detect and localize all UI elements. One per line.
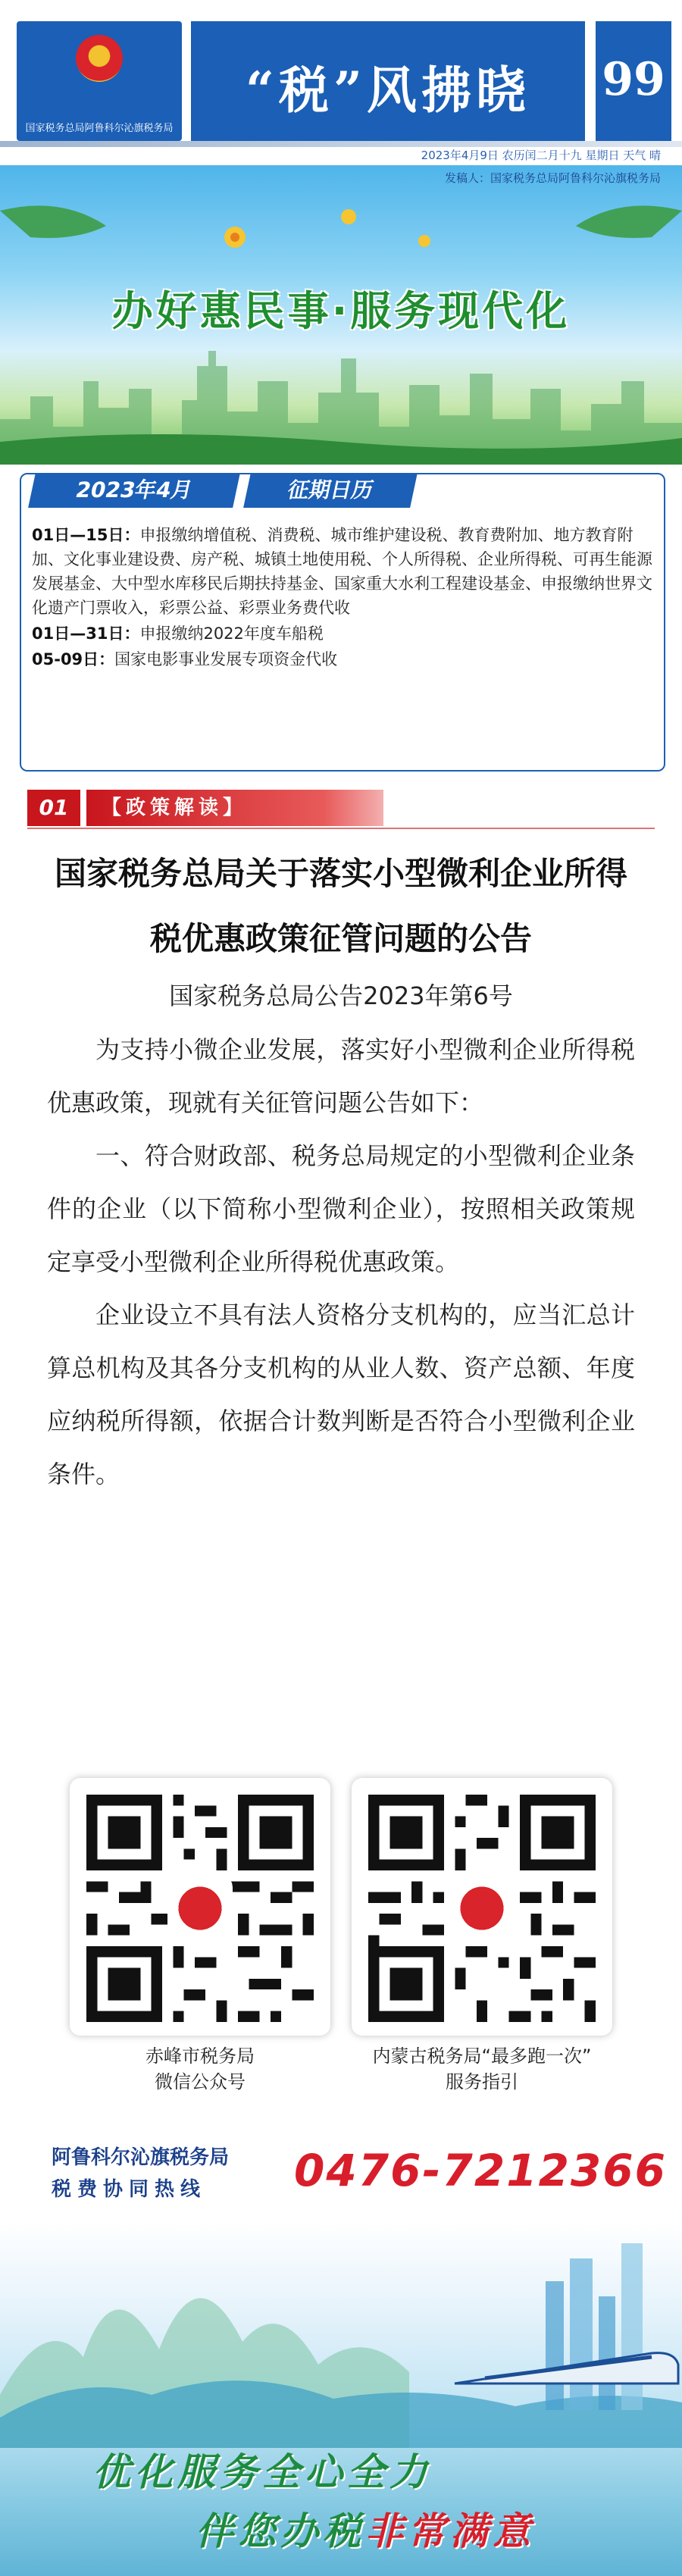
- hotline-number[interactable]: 0476-7212366: [294, 2145, 667, 2196]
- article-title: 国家税务总局关于落实小型微利企业所得税优惠政策征管问题的公告: [54, 855, 627, 957]
- publisher-line: 发稿人：国家税务总局阿鲁科尔沁旗税务局: [444, 171, 661, 185]
- qr-card-chifeng[interactable]: [70, 1778, 330, 2092]
- qr-codes: [70, 1778, 612, 2111]
- section-number: 01: [27, 790, 80, 826]
- calendar-title: 征期日历: [243, 473, 418, 508]
- banner-title: 办好惠民事·服务现代化: [111, 287, 571, 335]
- hotline-label: 税费协同热线: [52, 2178, 207, 2201]
- calendar-item: 01日—15日：申报缴纳增值税、消费税、城市维护建设税、教育费附加、地方教育附加、文化事业建设费、房产税、城镇土地使用税、个人所得税、企业所得税、可再生能源发展基金、大中型水库移民后期扶持基金、国家重大水利工程建设基金、申报缴纳世界文化遗产门票收入，彩票公益、彩票业务费代收: [32, 526, 652, 617]
- hotline-org: 阿鲁科尔沁旗税务局: [52, 2146, 230, 2169]
- section-divider: [27, 828, 655, 829]
- calendar-item: 05-09日：国家电影事业发展专项资金代收: [32, 650, 338, 668]
- article-paragraph: 一、符合财政部、税务总局规定的小型微利企业条件的企业（以下简称小型微利企业），按照相关政策规定享受小型微利企业所得税优惠政策。: [47, 1141, 635, 1276]
- date-line: 2023年4月9日 农历闰二月十九 星期日 天气 晴: [421, 149, 661, 162]
- qr-caption: 赤峰市税务局 微信公众号: [145, 2045, 255, 2092]
- article: [47, 841, 635, 1501]
- calendar-item: 01日—31日：申报缴纳2022年度车船税: [32, 624, 324, 643]
- footer-slogan-2: 伴您办税非常满意: [196, 2509, 535, 2553]
- footer-banner: [0, 2221, 682, 2576]
- mountains-train-icon: [0, 2221, 682, 2448]
- section-header: [27, 790, 383, 826]
- article-paragraph: 为支持小微企业发展，落实好小型微利企业所得税优惠政策，现就有关征管问题公告如下：: [47, 1035, 635, 1117]
- calendar-items: [32, 523, 653, 673]
- tax-bureau-logo: [17, 21, 182, 141]
- header-divider: [0, 141, 682, 147]
- banner: [0, 165, 682, 465]
- qr-code-icon: [86, 1795, 314, 2022]
- issue-number: 99: [602, 53, 665, 106]
- newsletter-title: “税”风拂晓: [246, 61, 530, 120]
- footer-slogan-1: 优化服务全心全力: [92, 2450, 432, 2494]
- qr-caption: 内蒙古税务局“最多跑一次” 服务指引: [372, 2045, 592, 2092]
- article-subtitle: 国家税务总局公告2023年第6号: [169, 981, 513, 1010]
- city-skyline-icon: [0, 336, 682, 465]
- national-emblem-icon: [76, 35, 123, 82]
- tax-calendar: [20, 473, 665, 772]
- issue-panel: [596, 21, 671, 141]
- masthead: [0, 0, 682, 163]
- qr-card-neimenggu[interactable]: [352, 1778, 612, 2092]
- section-label: 【政策解读】: [86, 790, 383, 826]
- sun-flower-icon: [0, 196, 682, 286]
- calendar-month: 2023年4月: [28, 473, 240, 508]
- title-panel: [191, 21, 585, 141]
- qr-code-icon: [368, 1795, 596, 2022]
- logo-org-name: 国家税务总局阿鲁科尔沁旗税务局: [25, 123, 174, 134]
- article-paragraph: 企业设立不具有法人资格分支机构的，应当汇总计算总机构及其各分支机构的从业人数、资产总额、年度应纳税所得额，依据合计数判断是否符合小型微利企业条件。: [47, 1301, 635, 1488]
